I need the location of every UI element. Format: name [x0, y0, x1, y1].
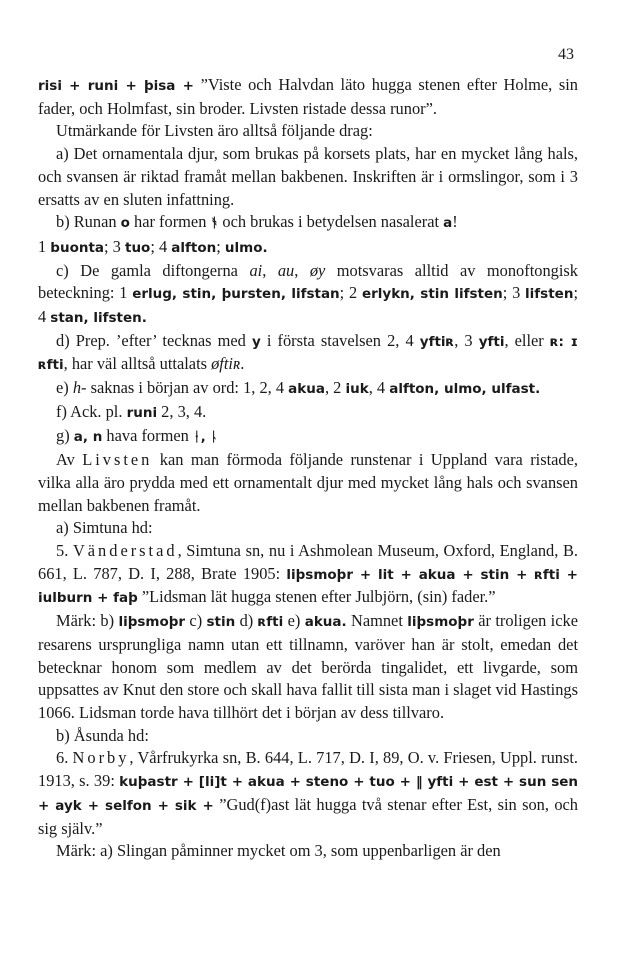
rune-glyph-a-n: ᚽ, ᚿ: [192, 429, 218, 445]
page-number: 43: [558, 46, 574, 63]
paragraph-district-b: b) Åsunda hd:: [56, 725, 149, 745]
paragraph-inscription-translation: [38, 74, 578, 120]
rune-glyph-o: ᚬ: [210, 216, 219, 232]
paragraph-feature-g: g) a, n hava formen ᚽ, ᚿ: [56, 425, 218, 445]
paragraph-district-a: a) Simtuna hd:: [56, 518, 153, 538]
body-text: [38, 74, 578, 863]
spaced-place-name: Vänderstad: [72, 541, 178, 561]
runic-transcription: liþsmoþr + lit + akua + stin + ʀfti + iulburn + faþ: [38, 566, 578, 607]
spaced-place-name: Norby: [72, 748, 130, 768]
paragraph-entry-6: 6. Norby, Vårfrukyrka sn, B. 644, L. 717, D. I, 89, O. v. Friesen, Uppl. runst. 1913, s. 39: kuþastr + [li]t + akua + steno + tuo + ‖ yfti + est + sun sen + ayk + selfon + sik + ”Gud(f)ast lät hugga två stenar efter Est, sin son, och sig själv.”: [38, 748, 579, 838]
paragraph-feature-e: e) h- saknas i början av ord: 1, 2, 4 akua, 2 iuk, 4 alfton, ulmo, ulfast.: [56, 378, 541, 398]
paragraph-feature-f: f) Ack. pl. runi 2, 3, 4.: [56, 401, 207, 421]
runic-transcription: kuþastr + [li]t + akua + steno + tuo + ‖ yfti + est + sun sen + ayk + selfon + sik +: [38, 774, 579, 814]
rune-o: o: [120, 215, 130, 232]
paragraph-entry-5: 5. Vänderstad, Simtuna sn, nu i Ashmolean Museum, Oxford, England, B. 661, L. 787, D. I, 288, Brate 1905: liþsmoþr + lit + akua + stin + ʀfti + iulburn + faþ ”Lidsman lät hugga stenen efter Julbjörn, (sin) fader.”: [38, 541, 579, 607]
paragraph-note-6: Märk: a) Slingan påminner mycket om 3, som uppenbarligen är den: [56, 841, 501, 861]
spaced-name: Livsten: [82, 450, 153, 470]
paragraph-feature-a: a) Det ornamentala djur, som brukas på korsets plats, har en mycket lång hals, och svansen är riktad framåt mellan bakbenen. Inskriften är i ormslingor, som i 3 ersatts av en sluten infattning.: [38, 144, 578, 209]
runic-transcription: risi + runi + þisa +: [38, 78, 194, 94]
paragraph-features-intro: Utmärkande för Livsten äro alltså följande drag:: [56, 121, 373, 141]
paragraph-attribution: Av Livsten kan man förmoda följande runstenar i Uppland vara ristade, vilka alla äro prydda med ett ornamentalt djur med mycket lång hals och svansen mellan bakbenen framåt.: [38, 450, 579, 515]
paragraph-feature-c: c) De gamla diftongerna ai, au, øy motsvaras alltid av monoftongisk beteckning: 1 erlug, stin, þursten, lifstan; 2 erlykn, stin lifsten; 3 lifsten; 4 stan, lifsten.: [38, 260, 578, 327]
paragraph-feature-b: b) Runan o har formen ᚬ och brukas i betydelsen nasalerat a! 1 buonta; 3 tuo; 4 alfton; ulmo.: [38, 212, 458, 256]
paragraph-note-5: Märk: b) liþsmoþr c) stin d) ʀfti e) akua. Namnet liþsmoþr är troligen icke resarens ursprungliga namn utan ett tillnamn, varöver han är stolt, emedan det betecknar honom som medlem av det berörda tingalidet, ett livgarde, som uppsattes av Knut den store och skall hava fallit till sista man i slaget vid Hastings 1066. Lidsman torde hava tillhört det i början av dess tillvaro.: [38, 611, 578, 722]
paragraph-feature-d: d) Prep. ’efter’ tecknas med y i första stavelsen 2, 4 yftiʀ, 3 yfti, eller ʀ: ɪ ʀfti, har väl alltså uttalats øftiʀ.: [38, 330, 578, 374]
translation-text: ”Viste och Halvdan läto hugga stenen efter Holme, sin fader, och Holmfast, sin broder. Livsten ristade dessa runor”.: [38, 75, 578, 118]
